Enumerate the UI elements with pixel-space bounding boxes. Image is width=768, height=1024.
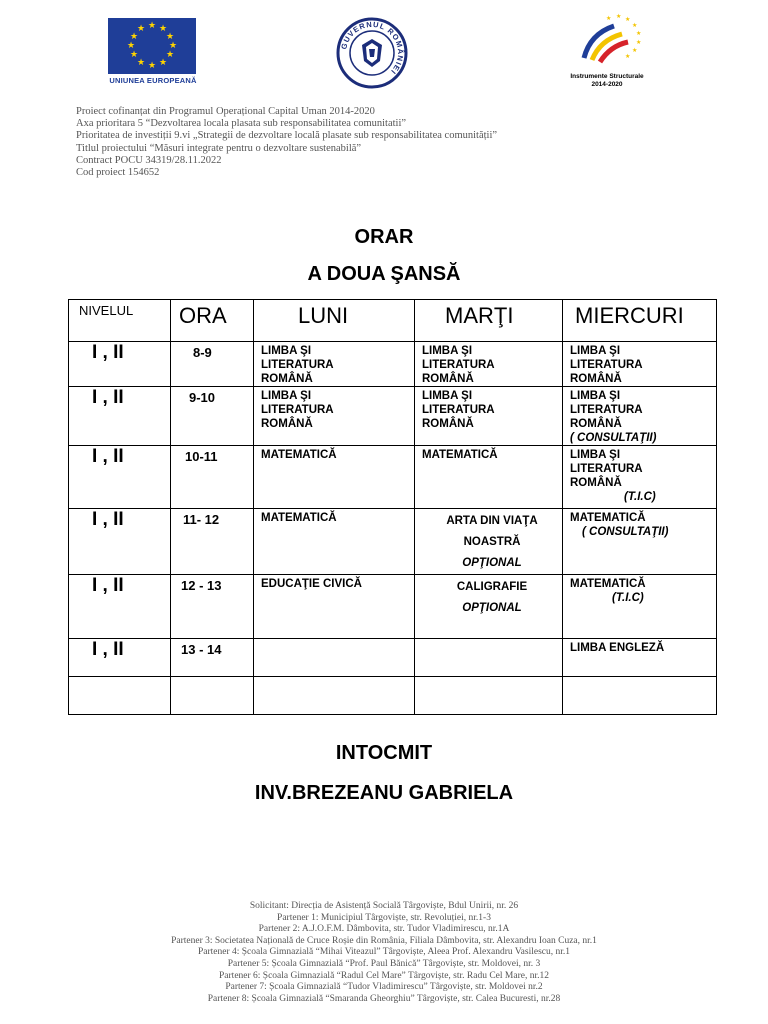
cell-line: LIMBA ŞI <box>261 345 312 357</box>
project-info-line: Prioritatea de investiții 9.vi „Strategii de dezvoltare locală plasate sub responsabilitatea comunității” <box>76 130 498 142</box>
header-miercuri: MIERCURI <box>563 300 717 342</box>
svg-text:★: ★ <box>625 16 631 23</box>
cell-luni <box>254 446 415 509</box>
cell-luni <box>254 387 415 446</box>
cell-line: MATEMATICĂ <box>261 512 337 524</box>
table-header-row <box>69 300 717 342</box>
partners-footer <box>0 901 768 1005</box>
author-name: INV.BREZEANU GABRIELA <box>254 782 514 804</box>
cell-marti <box>415 639 563 677</box>
cell-marti <box>415 342 563 387</box>
svg-text:★: ★ <box>625 53 631 60</box>
structural-instruments-icon <box>562 12 652 66</box>
cell-empty <box>171 677 254 715</box>
cell-luni <box>254 639 415 677</box>
table-row <box>69 639 717 677</box>
cell-line: ROMÂNĂ <box>422 418 474 430</box>
cell-line: LITERATURA <box>261 404 334 416</box>
structural-caption-line2: 2014-2020 <box>591 81 623 88</box>
partner-line: Partener 2: A.J.O.F.M. Dâmbovita, str. Tudor Vladimirescu, nr.1A <box>258 924 510 935</box>
cell-ora: 10-11 <box>171 446 254 509</box>
cell-line: ( CONSULTAŢII) <box>582 526 669 538</box>
cell-marti <box>415 387 563 446</box>
header-ora: ORA <box>171 300 254 342</box>
cell-line: LIMBA ŞI <box>570 449 621 461</box>
eu-flag-icon: ★ ★ ★ ★ ★ ★ ★ ★ ★ ★ ★ ★ <box>108 18 196 74</box>
project-info-line: Contract POCU 34319/28.11.2022 <box>76 154 222 166</box>
cell-miercuri <box>563 639 717 677</box>
cell-ora: 12 - 13 <box>171 575 254 639</box>
svg-text:GUVERNUL ROMÂNIEI: GUVERNUL ROMÂNIEI <box>339 19 406 77</box>
partner-line: Partener 4: Școala Gimnazială “Mihai Viteazul” Târgoviște, Aleea Prof. Alexandru Vasilescu, nr.1 <box>197 947 571 958</box>
table-row <box>69 342 717 387</box>
svg-text:★: ★ <box>606 15 612 22</box>
cell-marti <box>415 575 563 639</box>
cell-miercuri <box>563 387 717 446</box>
cell-line: LITERATURA <box>422 359 495 371</box>
project-info-line: Titlul proiectului “Măsuri integrate pentru o dezvoltare sustenabilă” <box>76 142 362 154</box>
eu-logo <box>108 18 198 85</box>
cell-ora: 11- 12 <box>171 509 254 575</box>
eu-caption: UNIUNEA EUROPEANĂ <box>109 76 197 85</box>
cell-line: LIMBA ŞI <box>422 345 473 357</box>
cell-luni <box>254 342 415 387</box>
cell-line: LIMBA ŞI <box>261 390 312 402</box>
cell-miercuri <box>563 509 717 575</box>
table-row <box>69 575 717 639</box>
cell-ora: 8-9 <box>171 342 254 387</box>
partner-line: Partener 7: Școala Gimnazială “Tudor Vladimirescu” Târgoviște, str. Moldovei nr.2 <box>225 982 543 993</box>
project-info-line: Proiect cofinanțat din Programul Operațional Capital Uman 2014-2020 <box>76 106 375 117</box>
svg-text:★: ★ <box>636 30 642 37</box>
cell-marti <box>415 446 563 509</box>
cell-nivel: I , II <box>69 446 171 509</box>
cell-nivel: I , II <box>69 575 171 639</box>
cell-empty <box>415 677 563 715</box>
partner-line: Partener 3: Societatea Națională de Cruce Roșie din România, Filiala Dâmbovita, str. Alexandru Ioan Cuza, nr.1 <box>171 935 597 946</box>
cell-nivel: I , II <box>69 387 171 446</box>
cell-line: LIMBA ŞI <box>570 390 621 402</box>
cell-line: (T.I.C) <box>612 592 644 604</box>
cell-line: LITERATURA <box>422 404 495 416</box>
cell-line: ROMÂNĂ <box>261 373 313 385</box>
table-row <box>69 509 717 575</box>
government-seal-icon <box>336 17 408 89</box>
cell-line: ROMÂNĂ <box>422 373 474 385</box>
cell-ora-text: 13 - 14 <box>181 642 222 657</box>
cell-line: ARTA DIN VIAŢA <box>446 515 538 527</box>
cell-empty <box>254 677 415 715</box>
cell-ora <box>171 639 254 677</box>
project-info-line: Cod proiect 154652 <box>76 167 160 179</box>
cell-line: MATEMATICĂ <box>261 449 337 461</box>
header-luni: LUNI <box>254 300 415 342</box>
cell-line: LIMBA ENGLEZĂ <box>570 642 665 654</box>
cell-line: OPŢIONAL <box>462 557 522 569</box>
cell-line: LIMBA ŞI <box>570 345 621 357</box>
cell-nivel: I , II <box>69 639 171 677</box>
partner-line: Partener 8: Școala Gimnazială “Smaranda Gheorghiu” Târgoviște, str. Calea Bucuresti, nr.28 <box>207 993 561 1004</box>
cell-line: OPŢIONAL <box>462 602 522 614</box>
table-row <box>69 446 717 509</box>
cell-line: LITERATURA <box>570 463 643 475</box>
cell-miercuri <box>563 575 717 639</box>
page-subtitle: A DOUA ŞANSĂ <box>307 263 461 285</box>
cell-line: ROMÂNĂ <box>570 373 622 385</box>
partner-line: Solicitant: Direcția de Asistență Socială Târgoviște, Bdul Unirii, nr. 26 <box>249 901 519 911</box>
cell-line: NOASTRĂ <box>463 536 521 548</box>
svg-text:★: ★ <box>632 22 638 29</box>
cell-nivel: I , II <box>69 342 171 387</box>
table-row <box>69 387 717 446</box>
cell-line: ROMÂNĂ <box>570 418 622 430</box>
svg-text:★: ★ <box>616 13 622 20</box>
cell-line: CALIGRAFIE <box>456 581 528 593</box>
project-info <box>76 106 497 179</box>
cell-empty <box>69 677 171 715</box>
schedule-table <box>68 299 717 715</box>
cell-line: EDUCAŢIE CIVICĂ <box>261 578 362 590</box>
page-title: ORAR <box>354 226 414 248</box>
cell-line: ROMÂNĂ <box>570 477 622 489</box>
cell-line: LITERATURA <box>570 404 643 416</box>
cell-line: ROMÂNĂ <box>261 418 313 430</box>
header-marti: MARŢI <box>415 300 563 342</box>
cell-line: ( CONSULTAŢII) <box>570 432 657 444</box>
cell-line: LITERATURA <box>261 359 334 371</box>
svg-text:★: ★ <box>636 39 642 46</box>
header-nivel: NIVELUL <box>69 300 171 342</box>
cell-line: MATEMATICĂ <box>570 578 646 590</box>
cell-line: LITERATURA <box>570 359 643 371</box>
table-row-empty <box>69 677 717 715</box>
partner-line: Partener 6: Școala Gimnazială “Radul Cel Mare” Târgoviște, str. Radu Cel Mare, nr.12 <box>219 970 549 981</box>
structural-caption-line1: Instrumente Structurale <box>570 73 644 80</box>
cell-line: MATEMATICĂ <box>422 449 498 461</box>
partner-line: Partener 1: Municipiul Târgoviște, str. Revoluției, nr.1-3 <box>277 912 491 923</box>
cell-line: LIMBA ŞI <box>422 390 473 402</box>
cell-nivel: I , II <box>69 509 171 575</box>
structural-instruments-logo <box>562 12 652 89</box>
prepared-by-label: INTOCMIT <box>335 742 433 764</box>
project-info-line: Axa prioritara 5 “Dezvoltarea locala plasata sub responsabilitatea comunitatii” <box>76 118 407 130</box>
cell-miercuri <box>563 446 717 509</box>
cell-miercuri <box>563 342 717 387</box>
cell-luni <box>254 509 415 575</box>
partner-line: Partener 5: Școala Gimnazială “Prof. Paul Bănică” Târgoviște, str. Moldovei, nr. 3 <box>227 958 541 969</box>
cell-luni <box>254 575 415 639</box>
cell-ora: 9-10 <box>171 387 254 446</box>
cell-empty <box>563 677 717 715</box>
cell-line: (T.I.C) <box>624 491 656 503</box>
svg-text:★: ★ <box>632 47 638 54</box>
cell-line: MATEMATICĂ <box>570 512 646 524</box>
cell-marti <box>415 509 563 575</box>
